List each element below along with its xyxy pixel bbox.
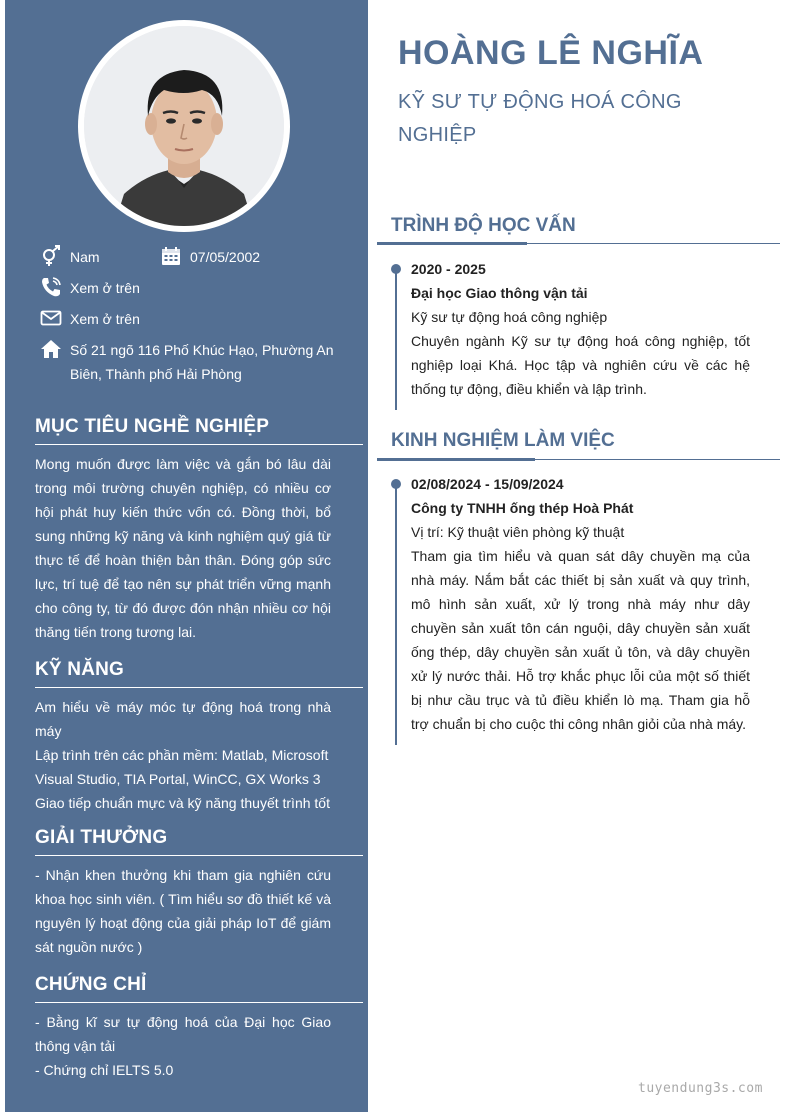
dob-value: 07/05/2002: [190, 249, 261, 265]
gender-icon: [40, 245, 62, 267]
address-value: Số 21 ngõ 116 Phố Khúc Hạo, Phường An Biên, Thành phố Hải Phòng: [70, 342, 334, 382]
gender-row: [40, 245, 100, 269]
education-period: 2020 - 2025: [411, 261, 486, 277]
experience-description: Tham gia tìm hiểu và quan sát dây chuyền mạ của nhà máy. Nắm bắt các thiết bị sản xuất và quy trình, mô hình sản xuất, xử lý trong nhà máy như dây chuyền sản xuất tôn cán nguội, dây chuyền sản xuất ống thép, dây chuyền sản xuất ủ tôn, và dây chuyền xử lý nước thải. Hỗ trợ khắc phục lỗi của một số thiết bị như cầu trục và tủ điều khiển lò mạ. Tham gia hỗ trợ chuẩn bị cho cuộc thi công nhân giỏi của nhà máy.: [411, 548, 750, 732]
education-description: Chuyên ngành Kỹ sư tự động hoá công nghiệp, tốt nghiệp loại Khá. Học tập và nghiên cứu về các hệ thống tự động, điều khiển và lập trình.: [411, 333, 750, 397]
education-heading: TRÌNH ĐỘ HỌC VẤN: [391, 215, 576, 236]
awards-text: - Nhận khen thưởng khi tham gia nghiên cứu khoa học sinh viên. ( Tìm hiểu sơ đồ thiết kế và nguyên lý hoạt động của giải pháp IoT để giám sát nguồn nước ): [35, 867, 331, 955]
certificates-list: [35, 1010, 331, 1082]
experience-timeline: [395, 483, 397, 745]
experience-entry: [411, 472, 750, 736]
gender-value: Nam: [70, 249, 100, 265]
objective-text: Mong muốn được làm việc và gắn bó lâu dài trong môi trường chuyên nghiệp, có nhiều cơ hội phát huy kiến thức vốn có. Đồng thời, bổ sung những kỹ năng và kinh nghiệm quý giá từ thực tế để hoàn thiện bản thân. Đóng góp sức lực, trí tuệ để tạo nên sự phát triển vững mạnh cho công ty, từ đó được đón nhận nhiều cơ hội thăng tiến trong tương lai.: [35, 456, 331, 640]
skill-item: Giao tiếp chuẩn mực và kỹ năng thuyết trình tốt: [35, 795, 330, 811]
phone-icon: [40, 276, 62, 298]
experience-divider-accent: [377, 458, 535, 461]
experience-company: Công ty TNHH ống thép Hoà Phát: [411, 500, 634, 516]
certificate-item: - Bằng kĩ sư tự động hoá của Đại học Giao thông vận tải: [35, 1014, 331, 1054]
phone-row: [40, 276, 140, 300]
home-icon: [40, 338, 62, 360]
skill-item: Lập trình trên các phần mềm: Matlab, Microsoft Visual Studio, TIA Portal, WinCC, GX Works 3: [35, 747, 329, 787]
objective-heading: MỤC TIÊU NGHỀ NGHIỆP: [35, 416, 363, 445]
education-major: Kỹ sư tự động hoá công nghiệp: [411, 309, 608, 325]
certificate-item: - Chứng chỉ IELTS 5.0: [35, 1062, 174, 1078]
certificates-heading: CHỨNG CHỈ: [35, 974, 363, 1003]
email-row: [40, 307, 140, 331]
experience-position: Vị trí: Kỹ thuật viên phòng kỹ thuật: [411, 524, 625, 540]
envelope-icon: [40, 307, 62, 329]
calendar-icon: [160, 245, 182, 267]
education-timeline: [395, 268, 397, 410]
skill-item: Am hiểu về máy móc tự động hoá trong nhà máy: [35, 699, 331, 739]
experience-period: 02/08/2024 - 15/09/2024: [411, 476, 564, 492]
job-title: KỸ SƯ TỰ ĐỘNG HOÁ CÔNG NGHIỆP: [398, 91, 682, 146]
candidate-name: HOÀNG LÊ NGHĨA: [398, 34, 704, 72]
phone-value: Xem ở trên: [70, 280, 140, 296]
address-row: [40, 338, 340, 386]
education-school: Đại học Giao thông vận tải: [411, 285, 588, 301]
watermark: tuyendung3s.com: [638, 1081, 763, 1096]
skills-list: [35, 695, 331, 815]
avatar: [84, 26, 284, 226]
education-divider-accent: [377, 242, 527, 245]
education-entry: [411, 257, 750, 401]
experience-heading: KINH NGHIỆM LÀM VIỆC: [391, 430, 615, 451]
skills-heading: KỸ NĂNG: [35, 659, 363, 688]
awards-heading: GIẢI THƯỞNG: [35, 827, 363, 856]
dob-row: [160, 245, 260, 269]
email-value: Xem ở trên: [70, 311, 140, 327]
avatar-photo: [84, 26, 284, 226]
